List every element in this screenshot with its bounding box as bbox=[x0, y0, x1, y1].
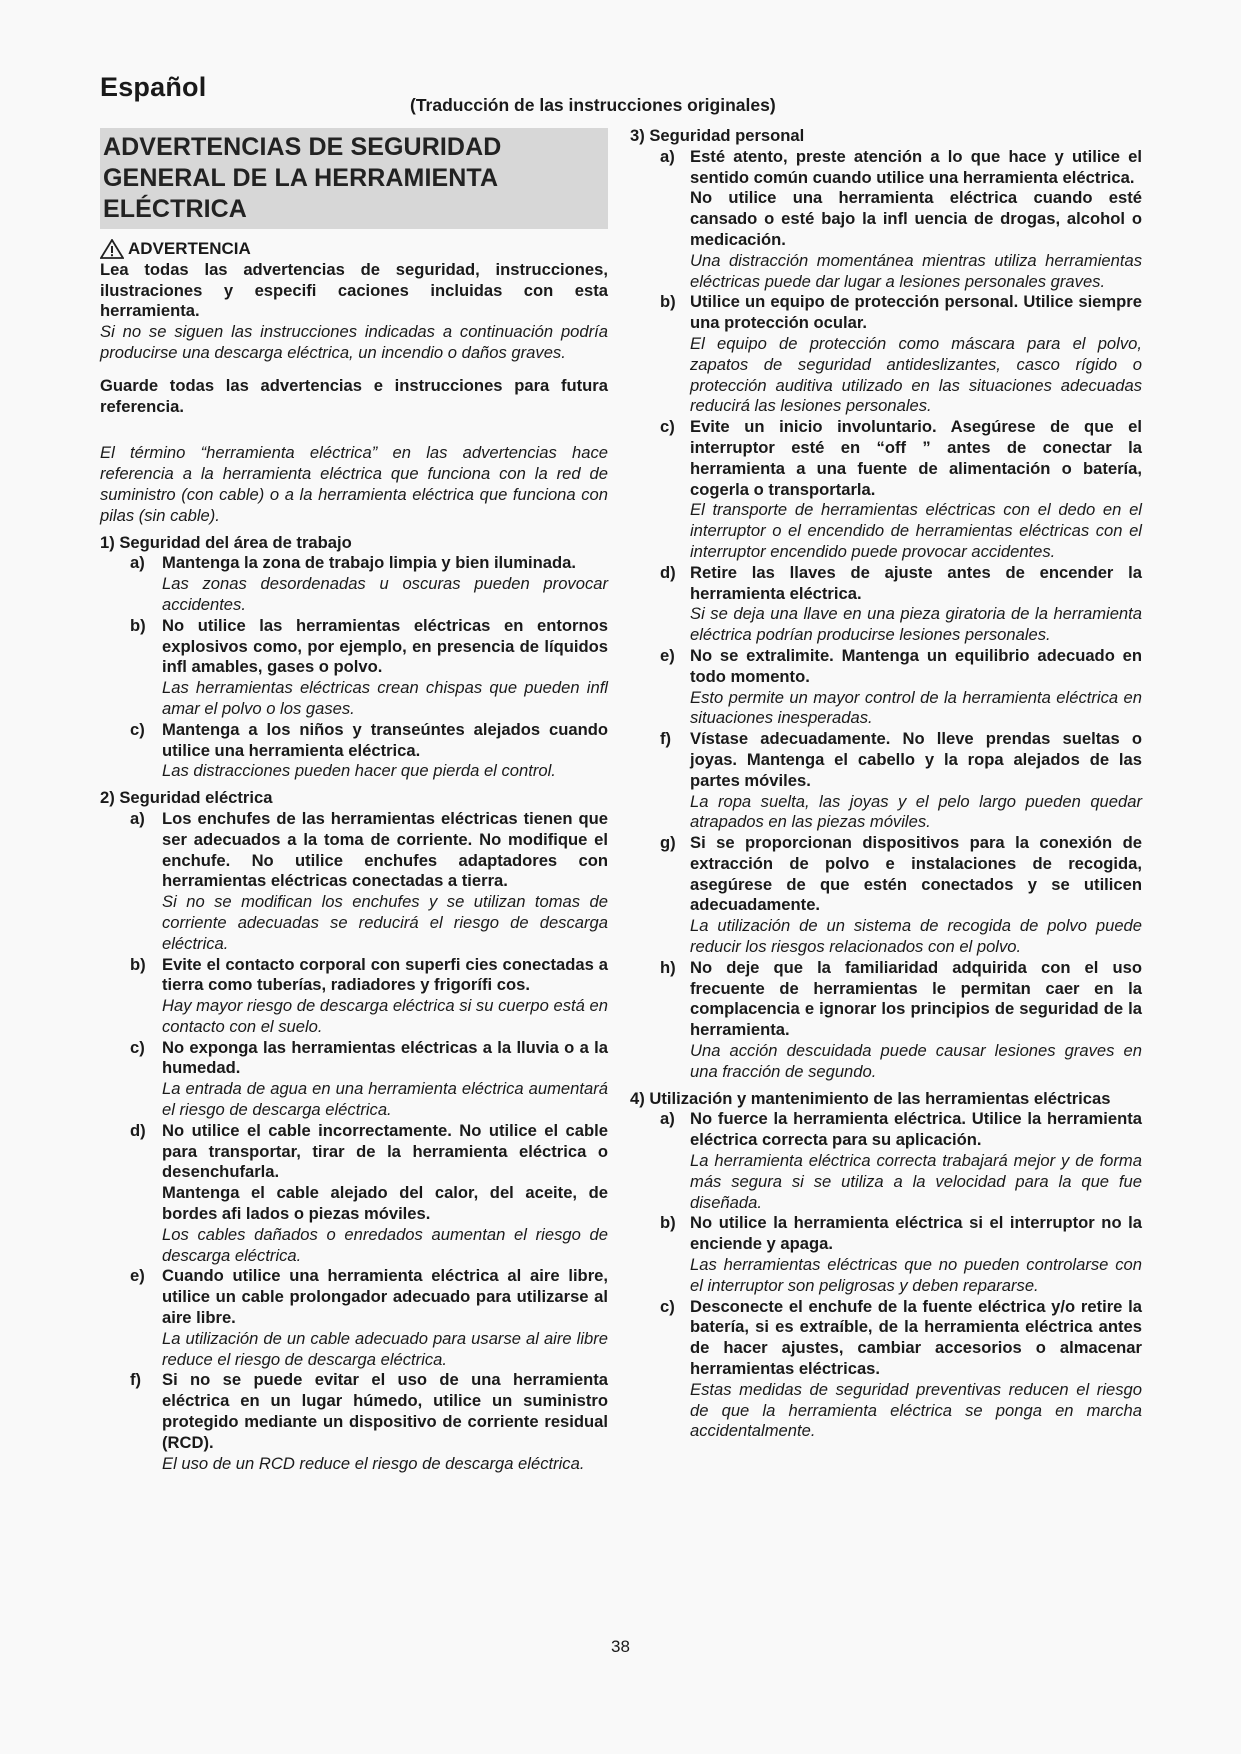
list-item: f) Vístase adecuadamente. No lleve prendas sueltas o joyas. Mantenga el cabello y la ropa alejados de las partes móviles. La ropa suelta, las joyas y el pelo largo pueden quedar atrapados en las piezas móviles. bbox=[660, 729, 1142, 832]
list-item: a) Mantenga la zona de trabajo limpia y bien iluminada. Las zonas desordenadas u oscuras pueden provocar accidentes. bbox=[130, 553, 608, 614]
list-item: c) Evite un inicio involuntario. Asegúrese de que el interruptor esté en “off ” antes de conectar la herramienta a una fuente de alimentación o batería, cogerla o transportarla. El transporte de herramientas eléctricas con el dedo en el interruptor o el encendido de herramientas eléctricas con el interruptor encendido puede provocar accidentes. bbox=[660, 417, 1142, 561]
list-item: g) Si se proporcionan dispositivos para la conexión de extracción de polvo e instalaciones de recogida, asegúrese de que estén conectados y se utilicen adecuadamente. La utilización de un sistema de recogida de polvo puede reducir los riesgos relacionados con el polvo. bbox=[660, 833, 1142, 957]
section-title-work-area: 1) Seguridad del área de trabajo bbox=[100, 532, 352, 552]
list-item: b) Utilice un equipo de protección personal. Utilice siempre una protección ocular. El equipo de protección como máscara para el polvo, zapatos de seguridad antideslizantes, casco rígido o protección auditiva utilizado en las situaciones adecuadas reducirá las lesiones personales. bbox=[660, 292, 1142, 416]
right-column bbox=[630, 126, 1142, 1442]
list-item: a) Esté atento, preste atención a lo que hace y utilice el sentido común cuando utilice una herramienta eléctrica. No utilice una herramienta eléctrica cuando esté cansado o esté bajo la infl uencia de drogas, alcohol o medicación. Una distracción momentánea mientras utiliza herramientas eléctricas puede dar lugar a lesiones personales graves. bbox=[660, 146, 1142, 291]
page-number: 38 bbox=[611, 1637, 630, 1656]
section-title-tool-use: 4) Utilización y mantenimiento de las herramientas eléctricas bbox=[630, 1088, 1111, 1108]
section-heading: ADVERTENCIAS DE SEGURIDAD GENERAL DE LA HERRAMIENTA ELÉCTRICA bbox=[100, 128, 608, 229]
list-item: e) No se extralimite. Mantenga un equilibrio adecuado en todo momento. Esto permite un mayor control de la herramienta eléctrica en situaciones inesperadas. bbox=[660, 645, 1142, 728]
left-column bbox=[100, 128, 608, 1474]
list-item: c) Mantenga a los niños y transeúntes alejados cuando utilice una herramienta eléctrica. Las distracciones pueden hacer que pierda el control. bbox=[130, 719, 608, 781]
list-item: b) No utilice la herramienta eléctrica si el interruptor no la enciende y apaga. Las herramientas eléctricas que no pueden controlarse con el interruptor son peligrosas y deben repararse. bbox=[660, 1213, 1142, 1295]
section-title-personal: 3) Seguridad personal bbox=[630, 126, 805, 145]
list-item: c) Desconecte el enchufe de la fuente eléctrica y/o retire la batería, si es extraíble, de la herramienta eléctrica antes de hacer ajustes, cambiar accesorios o almacenar herramientas eléctricas. Estas medidas de seguridad preventivas reducen el riesgo de que la herramienta eléctrica se ponga en marcha accidentalmente. bbox=[660, 1296, 1142, 1441]
list-item: a) No fuerce la herramienta eléctrica. Utilice la herramienta eléctrica correcta para su aplicación. La herramienta eléctrica correcta trabajará mejor y de forma más segura si se utiliza a la velocidad para la que fue diseñada. bbox=[660, 1109, 1142, 1212]
list-item: e) Cuando utilice una herramienta eléctrica al aire libre, utilice un cable prolongador adecuado para utilizarse al aire libre. La utilización de un cable adecuado para usarse al aire libre reduce el riesgo de descarga eléctrica. bbox=[130, 1266, 608, 1369]
list-item: b) No utilice las herramientas eléctricas en entornos explosivos como, por ejemplo, en presencia de líquidos infl amables, gases o polvo. Las herramientas eléctricas crean chispas que pueden infl amar el polvo o los gases. bbox=[130, 615, 608, 718]
warning-triangle-icon bbox=[100, 239, 124, 259]
list-item: d) No utilice el cable incorrectamente. No utilice el cable para transportar, tirar de la herramienta eléctrica o desenchufarla. Mantenga el cable alejado del calor, del aceite, de bordes afi lados o piezas móviles. Los cables dañados o enredados aumentan el riesgo de descarga eléctrica. bbox=[130, 1120, 608, 1265]
list-item: h) No deje que la familiaridad adquirida con el uso frecuente de herramientas le permitan caer en la complacencia e ignorar los principios de seguridad de la herramienta. Una acción descuidada puede causar lesiones graves en una fracción de segundo. bbox=[660, 957, 1142, 1081]
section-title-electrical: 2) Seguridad eléctrica bbox=[100, 788, 273, 808]
list-item: d) Retire las llaves de ajuste antes de encender la herramienta eléctrica. Si se deja una llave en una pieza giratoria de la herramienta eléctrica podrían producirse lesiones personales. bbox=[660, 562, 1142, 645]
list-item: b) Evite el contacto corporal con superfi cies conectadas a tierra como tuberías, radiadores y frigorífi cos. Hay mayor riesgo de descarga eléctrica si su cuerpo está en contacto con el suelo. bbox=[130, 954, 608, 1036]
term-definition-text: El término “herramienta eléctrica” en las advertencias hace referencia a la herramienta eléctrica que funciona con la red de suministro (con cable) o a la herramienta eléctrica que funciona con pilas (sin cable). bbox=[100, 443, 608, 525]
warning-label: ADVERTENCIA bbox=[100, 239, 608, 260]
warning-consequence-text: Si no se siguen las instrucciones indicadas a continuación podría producirse una descarga eléctrica, un incendio o daños graves. bbox=[100, 322, 608, 362]
list-item: f) Si no se puede evitar el uso de una herramienta eléctrica en un lugar húmedo, utilice un suministro protegido mediante un dispositivo de corriente residual (RCD). El uso de un RCD reduce el riesgo de descarga eléctrica. bbox=[130, 1370, 608, 1473]
warning-read-text: Lea todas las advertencias de seguridad, instrucciones, ilustraciones y especifi caciones incluidas con esta herramienta. bbox=[100, 259, 608, 321]
keep-instructions-text: Guarde todas las advertencias e instrucciones para futura referencia. bbox=[100, 375, 608, 416]
language-title: Español bbox=[100, 72, 207, 102]
list-item: a) Los enchufes de las herramientas eléctricas tienen que ser adecuados a la toma de corriente. No modifique el enchufe. No utilice enchufes adaptadores con herramientas eléctricas conectadas a tierra. Si no se modifican los enchufes y se utilizan tomas de corriente adecuadas se reducirá el riesgo de descarga eléctrica. bbox=[130, 808, 608, 953]
list-item: c) No exponga las herramientas eléctricas a la lluvia o a la humedad. La entrada de agua en una herramienta eléctrica aumentará el riesgo de descarga eléctrica. bbox=[130, 1037, 608, 1120]
translation-subtitle: (Traducción de las instrucciones originales) bbox=[410, 95, 776, 115]
